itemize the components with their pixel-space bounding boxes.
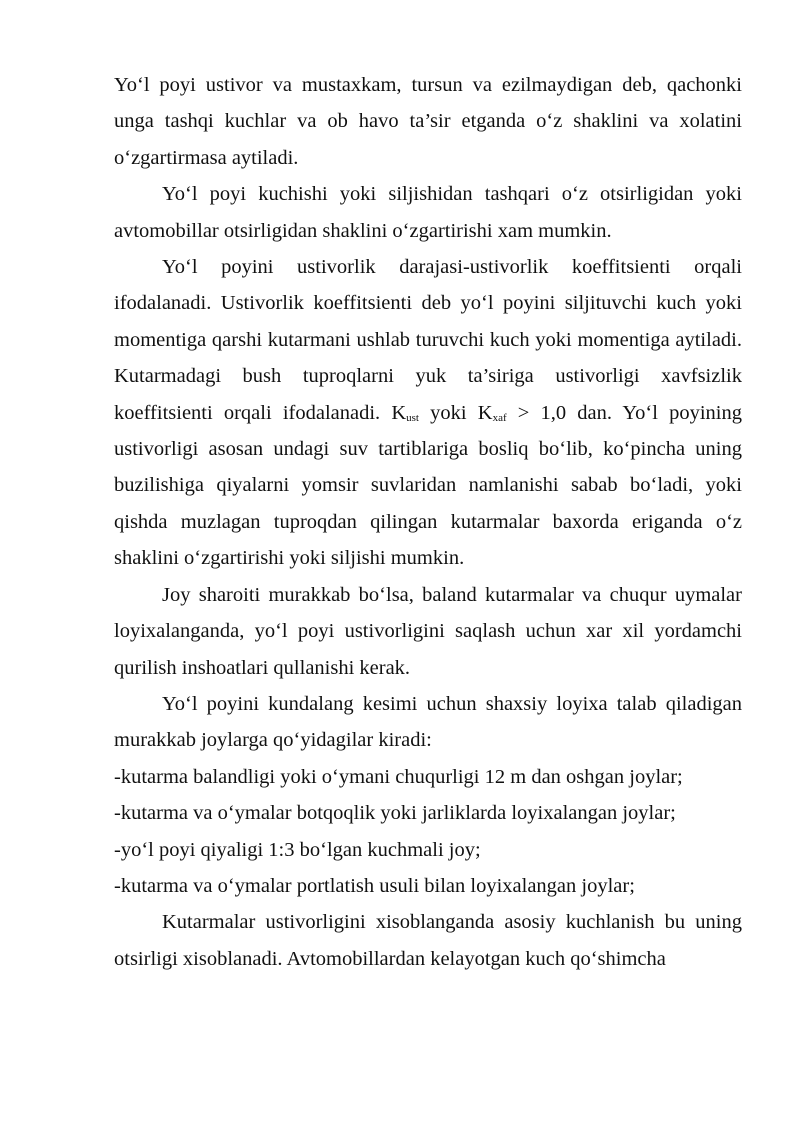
list-item: -kutarma va o‘ymalar botqoqlik yoki jarliklarda loyixalangan joylar; xyxy=(114,802,676,825)
paragraph-terrain-conditions: Joy sharoiti murakkab bo‘lsa, baland kutarmalar va chuqur uymalar loyixalanganda, yo‘l poyi ustivorligini saqlash uchun xar xil yordamchi qurilish inshoatlari qullanishi kerak. xyxy=(114,583,742,679)
paragraph-stability-definition: Yo‘l poyi ustivor va mustaxkam, tursun va ezilmaydigan deb, qachonki unga tashqi kuchlar va ob havo ta’sir etganda o‘z shaklini va xolatini o‘zgartirmasa aytiladi. xyxy=(114,74,742,169)
paragraph-text: yoki K xyxy=(418,401,493,424)
paragraph-text: Yo‘l poyini ustivorlik darajasi-ustivorlik koeffitsienti orqali ifodalanadi. Ustivorlik koeffitsienti deb yo‘l poyini siljituvchi kuch yoki momentiga qarshi kutarmani ushlab turuvchi kuch yoki momentiga aytiladi. Kutarmadagi bush tuproqlarni yuk ta’siriga ustivorligi xavfsizlik koeffitsienti orqali ifodalanadi. K xyxy=(114,256,742,424)
subscript-xaf: xaf xyxy=(492,411,507,424)
paragraph-stability-coefficient xyxy=(114,249,742,577)
list-item: -kutarma va o‘ymalar portlatish usuli bilan loyixalangan joylar; xyxy=(114,874,635,897)
paragraph-shape-change: Yo‘l poyi kuchishi yoki siljishidan tashqari o‘z otsirligidan yoki avtomobillar otsirligidan shaklini o‘zgartirishi xam mumkin. xyxy=(114,183,742,242)
paragraph-load-calculation: Kutarmalar ustivorligini xisoblanganda asosiy kuchlanish bu uning otsirligi xisoblanadi. Avtomobillardan kelayotgan kuch qo‘shimcha xyxy=(114,911,742,970)
subscript-ust: ust xyxy=(406,411,419,424)
list-item: -yo‘l poyi qiyaligi 1:3 bo‘lgan kuchmali joy; xyxy=(114,838,481,861)
document-body xyxy=(114,67,742,977)
list-item: -kutarma balandligi yoki o‘ymani chuqurligi 12 m dan oshgan joylar; xyxy=(114,765,683,788)
paragraph-special-design: Yo‘l poyini kundalang kesimi uchun shaxsiy loyixa talab qiladigan murakkab joylarga qo‘yidagilar kiradi: xyxy=(114,692,742,752)
paragraph-text: > 1,0 dan. Yo‘l poyining ustivorligi asosan undagi suv tartiblariga bosliq bo‘lib, ko‘pincha uning buzilishiga qiyalarni yomsir suvlaridan namlanishi sabab bo‘ladi, yoki qishda muzlagan tuproqdan qilingan kutarmalar baxorda eriganda o‘z shaklini o‘zgartirishi yoki siljishi mumkin. xyxy=(114,401,742,570)
